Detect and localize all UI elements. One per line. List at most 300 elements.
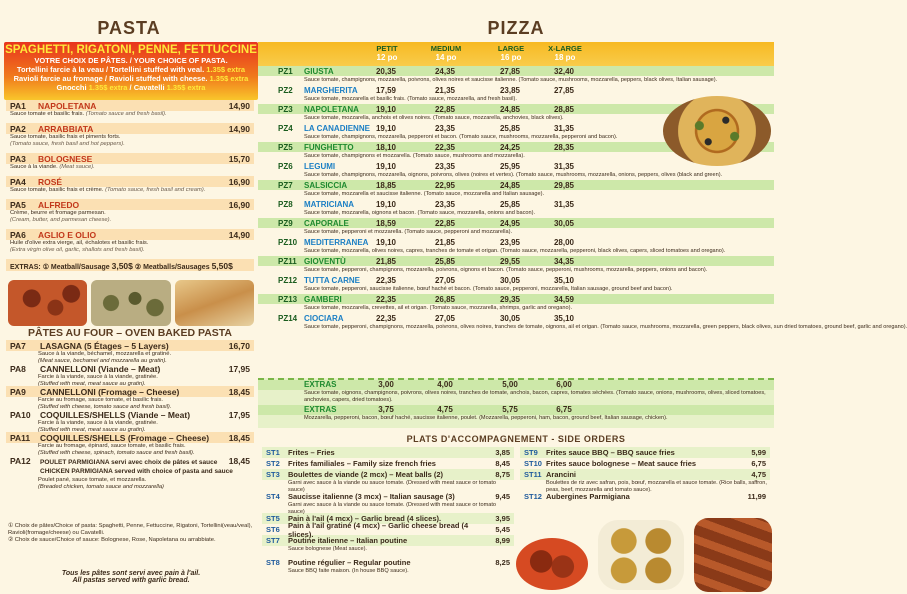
oven-code: PA9 (10, 386, 26, 397)
sides-right (520, 447, 770, 502)
pizza-price: 29,35 (499, 294, 521, 304)
side-price: 8,25 (495, 558, 510, 567)
side-code: ST2 (266, 459, 280, 468)
side-item[interactable] (520, 447, 770, 458)
pizza-price: 19,10 (375, 161, 397, 171)
sides-left (262, 447, 514, 579)
pizza-price: 25,85 (434, 256, 456, 266)
extras-row[interactable] (258, 380, 774, 390)
extras-opt1-price: 3,50$ (111, 261, 133, 271)
size-inches: 14 po (435, 53, 457, 62)
pasta-code: PA5 (10, 199, 26, 210)
oven-price: 18,45 (228, 455, 250, 466)
sausage-photo (91, 280, 170, 326)
pizza-item[interactable] (258, 180, 774, 199)
pizza-price: 27,85 (553, 85, 575, 95)
pizza-desc: Sauce tomate, pepperoni et mozzarella. (Tomato sauce, pepperoni and mozzarella). (304, 229, 513, 235)
pizza-price: 28,00 (553, 237, 575, 247)
side-name: Frites sauce bolognese – Meat sauce fries (546, 459, 697, 468)
pizza-price: 31,35 (553, 199, 575, 209)
pizza-name: TUTTA CARNE (304, 275, 360, 285)
pizza-title: PIZZA (487, 18, 545, 38)
tortellini-text: Tortellini farcie à la veau / Tortellini stuffed with veal. (16, 65, 205, 74)
pizza-code: PZ1 (278, 66, 293, 76)
extras-price: 5,75 (502, 405, 518, 414)
oven-price: 18,45 (228, 386, 250, 397)
pizza-code: PZ5 (278, 142, 293, 152)
pasta-code: PA1 (10, 100, 26, 111)
pizza-code: PZ12 (278, 275, 298, 285)
pizza-price: 22,35 (434, 142, 456, 152)
extras-price: 5,00 (502, 380, 518, 389)
pasta-extras (6, 259, 254, 271)
pizza-price: 27,85 (499, 66, 521, 76)
oven-item[interactable] (6, 409, 254, 432)
oven-code: PA12 (10, 455, 31, 466)
oven-name: POULET PARMIGIANA servi avec choix de pâtes et sauce (40, 458, 218, 466)
pasta-code: PA4 (10, 176, 26, 187)
oven-item[interactable] (6, 363, 254, 386)
cavatelli-extra: 1.35$ extra (166, 83, 206, 92)
extras-opt2: ② Meatballs/Sausages (134, 264, 210, 271)
pizza-code: PZ9 (278, 218, 293, 228)
pasta-price: 14,90 (228, 229, 250, 240)
pasta-item[interactable] (6, 100, 254, 123)
side-name: Frites familiales – Family size french fries (288, 459, 436, 468)
pasta-item[interactable] (6, 123, 254, 153)
ravioli-extra: 1.35$ extra (209, 74, 249, 83)
pizza-section (258, 0, 907, 594)
side-code: ST1 (266, 448, 280, 457)
side-price: 3,85 (495, 448, 510, 457)
pasta-section (0, 0, 258, 594)
oven-price: 17,95 (228, 409, 250, 420)
arancini-photo (598, 520, 684, 590)
pasta-desc-en: (Tomato sauce and fresh basil). (85, 111, 167, 117)
pizza-price: 34,35 (553, 256, 575, 266)
extras-price: 6,00 (556, 380, 572, 389)
pizza-price: 22,95 (434, 180, 456, 190)
pasta-closing (8, 570, 254, 584)
pizza-item[interactable] (258, 256, 774, 275)
pasta-item[interactable] (6, 229, 254, 259)
extras-price: 3,00 (378, 380, 394, 389)
pizza-name: CIOCIARA (304, 313, 344, 323)
side-name: Aubergines Parmigiana (546, 492, 630, 501)
side-code: ST7 (266, 536, 280, 545)
side-item[interactable] (262, 458, 514, 469)
oven-desc-en: (Breaded chicken, tomato sauce and mozzarella) (38, 484, 164, 490)
size-inches: 16 po (500, 53, 522, 62)
pasta-choice-banner (4, 42, 258, 100)
side-name: Saucisse italienne (3 mcx) – Italian sausage (3) (288, 492, 455, 501)
side-name: Poutine italienne – Italian poutine (288, 536, 408, 545)
pasta-item[interactable] (6, 176, 254, 199)
meatballs-photo (516, 538, 588, 590)
pizza-name: LA CANADIENNE (304, 123, 370, 133)
extras-row[interactable] (258, 405, 774, 415)
side-name: Pain à l'ail gratiné (4 mcx) – Garlic cheese bread (4 slices). (288, 520, 469, 539)
side-name: Frites sauce BBQ – BBQ sauce fries (546, 448, 675, 457)
side-item[interactable] (520, 491, 770, 502)
oven-baked-list (6, 340, 254, 497)
pasta-code: PA3 (10, 153, 26, 164)
pasta-price: 15,70 (228, 153, 250, 164)
pizza-item[interactable] (258, 237, 774, 256)
pasta-desc: Sauce tomate, basilic frais et crème. (10, 187, 104, 193)
oven-desc-en: (Stuffed with cheese, tomato sauce and fresh basil). (38, 404, 172, 410)
pizza-photo (663, 96, 771, 166)
pizza-item[interactable] (258, 218, 774, 237)
extras-price: 3,75 (378, 405, 394, 414)
size-col (540, 44, 590, 62)
pizza-price: 19,10 (375, 237, 397, 247)
side-name: Frites – Fries (288, 448, 335, 457)
pizza-price: 30,05 (499, 275, 521, 285)
oven-desc: Farcie à la viande, sauce à la viande, gratinée. (38, 374, 158, 380)
pizza-price: 18,85 (375, 180, 397, 190)
tortellini-extra: 1.35$ extra (206, 65, 246, 74)
closing-fr: Tous les pâtes sont servi avec pain à l'ail. (61, 570, 201, 577)
side-desc: Garni avec sauce à la viande ou sauce tomate. (Dressed with meat sauce or tomato sauce) (288, 502, 497, 515)
extras-label: EXTRAS: (10, 264, 41, 271)
pizza-code: PZ3 (278, 104, 293, 114)
oven-desc: Sauce à la viande, béchamel, mozzarella et gratiné. (38, 351, 172, 357)
pasta-item[interactable] (6, 153, 254, 176)
pizza-desc: Sauce tomate, mozzarella, anchois et olives noires. (Tomato sauce, mozzarella, anchovies, black olives). (304, 115, 564, 121)
size-name: LARGE (497, 44, 525, 53)
size-col (486, 44, 536, 62)
side-item[interactable] (262, 535, 514, 557)
pizza-price: 23,95 (499, 237, 521, 247)
pasta-price: 14,90 (228, 100, 250, 111)
oven-price: 16,70 (228, 340, 250, 351)
pasta-code: PA6 (10, 229, 26, 240)
oven-item[interactable] (6, 432, 254, 455)
pizza-code: PZ2 (278, 85, 293, 95)
pizza-name: MATRICIANA (304, 199, 355, 209)
pasta-note-1: ① Choix de pâtes/Choice of pasta: Spaghetti, Penne, Fettuccine, Rigatoni, Tortellini(veau/veal), Ravioli(fromage/cheese) ou Cavatelli. (8, 523, 253, 536)
pizza-price: 22,35 (375, 275, 397, 285)
pizza-price: 34,59 (553, 294, 575, 304)
pizza-name: FUNGHETTO (304, 142, 354, 152)
side-price: 5,99 (751, 448, 766, 457)
side-desc: Sauce bolognese (Meat sauce). (288, 546, 367, 552)
side-code: ST11 (524, 470, 542, 479)
pizza-price: 31,35 (553, 123, 575, 133)
pasta-desc-en: (Cream, butter, and parmesan cheese). (10, 217, 112, 223)
pizza-price: 24,85 (499, 104, 521, 114)
size-inches: 18 po (554, 53, 576, 62)
extras-price: 6,75 (556, 405, 572, 414)
gnocchi-extra: 1.35$ extra (88, 83, 128, 92)
oven-price: 18,45 (228, 432, 250, 443)
oven-name: COQUILLES/SHELLS (Fromage – Cheese) (40, 432, 210, 443)
pizza-name: GAMBERI (304, 294, 342, 304)
side-item[interactable] (262, 447, 514, 458)
pizza-name: MARGHERITA (304, 85, 358, 95)
side-code: ST10 (524, 459, 542, 468)
pizza-price: 31,35 (553, 161, 575, 171)
pasta-name: ROSÉ (38, 176, 63, 187)
pizza-item[interactable] (258, 294, 774, 313)
sausage-photo (694, 518, 772, 592)
pizza-price: 19,10 (375, 104, 397, 114)
pasta-desc-en: (Tomato sauce, fresh basil and cream). (105, 187, 206, 193)
pizza-size-header (258, 42, 774, 66)
pizza-price: 17,59 (375, 85, 397, 95)
sides-title: PLATS D'ACCOMPAGNEMENT - SIDE ORDERS (406, 434, 626, 444)
pizza-desc: Sauce tomate, mozzarella, olives noires, capres, tranches de tomate et origan. (Tomato sauce, mozzarella, pepperoni, black olives, capers, sliced tomatoes and oregano). (304, 248, 726, 254)
pizza-item[interactable] (258, 313, 907, 332)
side-item[interactable] (262, 520, 514, 539)
pasta-desc-en: (Meat sauce). (59, 164, 95, 170)
side-price: 5,45 (495, 525, 510, 534)
pizza-name: CAPORALE (304, 218, 349, 228)
oven-item[interactable] (6, 340, 254, 363)
oven-code: PA8 (10, 363, 26, 374)
pasta-desc: Crème, beurre et fromage parmesan. (10, 210, 106, 216)
pizza-price: 25,85 (499, 123, 521, 133)
side-price: 8,75 (495, 470, 510, 479)
side-code: ST5 (266, 514, 280, 523)
pasta-desc-en: (Extra virgin olive oil, garlic, shallots and fresh basil). (10, 247, 145, 253)
gnocchi-text: Gnocchi (56, 83, 87, 92)
side-name: Pain à l'ail (4 mcx) – Garlic bread (4 slices). (288, 514, 442, 523)
pizza-price: 23,35 (434, 161, 456, 171)
extras-price: 4,00 (437, 380, 453, 389)
pizza-item[interactable] (258, 161, 774, 180)
pizza-desc: Sauce tomate, champignons, mozzarella, poivrons, olives noires et saucisse italienne. (Tomato sauce, mushrooms, mozzarella, peppers, black olives, Italian sausage). (304, 77, 718, 83)
pasta-desc: Huile d'olive extra vierge, ail, échalotes et basilic frais. (10, 240, 149, 246)
pizza-price: 23,35 (434, 199, 456, 209)
pizza-desc: Sauce tomate, mozzarella, oignons et bacon. (Tomato sauce, mozzarella, onions and bacon). (304, 210, 536, 216)
pizza-name: GIUSTA (304, 66, 334, 76)
pizza-code: PZ6 (278, 161, 293, 171)
oven-name: COQUILLES/SHELLS (Viande – Meat) (40, 409, 191, 420)
pasta-name: BOLOGNESE (38, 153, 93, 164)
pizza-price: 22,35 (375, 294, 397, 304)
pizza-price: 25,85 (499, 199, 521, 209)
extras-label: EXTRAS (304, 405, 337, 414)
cannelloni-photo (175, 280, 254, 326)
cavatelli-text: / Cavatelli (129, 83, 165, 92)
side-desc: Sauce BBQ faite maison. (In house BBQ sauce). (288, 568, 409, 574)
pizza-desc: Sauce tomate, champignons, mozzarella, pepperoni et bacon. (Tomato sauce, mushrooms, mozzarella, pepperoni and bacon). (304, 134, 618, 140)
side-code: ST6 (266, 525, 280, 534)
oven-desc: Farcie au fromage, sauce tomate, et basilic frais. (38, 397, 164, 403)
side-price: 6,75 (751, 459, 766, 468)
pizza-desc: Sauce tomate, champignons et mozzarella. (Tomato sauce, mushrooms and mozzarella). (304, 153, 525, 159)
pizza-desc: Sauce tomate, pepperoni, champignons, mozzarella, poivrons, oignons et bacon. (Tomato sauce, pepperoni, mushrooms, mozzarella, peppers, onions and bacon). (304, 267, 708, 273)
oven-baked-title: PÂTES AU FOUR – OVEN BAKED PASTA (28, 327, 232, 339)
pizza-price: 29,85 (553, 180, 575, 190)
pizza-item[interactable] (258, 66, 774, 85)
pasta-name: ARRABBIATA (38, 123, 94, 134)
side-desc: Boulettes de riz avec safran, pois, bœuf, mozzarella et sauce tomate. (Rice balls, saffron, peas, beef, mozzarella and tomato sauce). (546, 480, 767, 493)
pizza-code: PZ4 (278, 123, 293, 133)
extras-desc: Mozzarella, pepperoni, bacon, bœuf haché, saucisse italienne, poulet. (Mozzarella, pepperoni, ham, bacon, ground beef, Italian sausage, chicken). (304, 415, 668, 421)
oven-item[interactable] (6, 386, 254, 409)
pizza-price: 18,59 (375, 218, 397, 228)
side-name: Poutine régulier – Regular poutine (288, 558, 411, 567)
pizza-price: 30,05 (499, 313, 521, 323)
pizza-code: PZ13 (278, 294, 298, 304)
pasta-price: 16,90 (228, 199, 250, 210)
pizza-item[interactable] (258, 199, 774, 218)
extras-opt2-price: 5,50$ (211, 261, 233, 271)
pasta-notes (8, 523, 254, 544)
oven-desc: Farcie à la viande, sauce à la viande, gratinée. (38, 420, 158, 426)
size-name: X-LARGE (548, 44, 582, 53)
pasta-name: ALFREDO (38, 199, 80, 210)
side-item[interactable] (262, 469, 514, 491)
pizza-code: PZ11 (278, 256, 297, 266)
pizza-price: 18,10 (375, 142, 397, 152)
pizza-price: 23,85 (499, 85, 521, 95)
side-item[interactable] (520, 458, 770, 469)
oven-desc: Farcie au fromage, épinard, sauce tomate, et basilic frais. (38, 443, 186, 449)
pasta-desc: Sauce tomate et basilic frais. (10, 111, 85, 117)
pizza-name: NAPOLETANA (304, 104, 359, 114)
side-name: Boulettes de viande (2 mcx) – Meat balls (2) (288, 470, 444, 479)
side-code: ST8 (266, 558, 280, 567)
side-item[interactable] (262, 557, 514, 579)
oven-desc: Poulet pané, sauce tomate, et mozzarella. (38, 477, 147, 483)
pizza-name: LEGUMI (304, 161, 336, 171)
side-item[interactable] (262, 491, 514, 513)
pasta-desc: Sauce à la viande. (10, 164, 58, 170)
pizza-price: 20,35 (375, 66, 397, 76)
extras-price: 4,75 (437, 405, 453, 414)
pizza-code: PZ10 (278, 237, 298, 247)
size-col (421, 44, 471, 62)
pizza-price: 22,85 (434, 218, 456, 228)
pizza-price: 26,85 (434, 294, 456, 304)
side-desc: Garni avec sauce à la viande ou sauce tomate. (Dressed with meat sauce or tomato sauce) (288, 480, 497, 493)
side-code: ST4 (266, 492, 280, 501)
pizza-price: 24,35 (434, 66, 456, 76)
pasta-name: NAPOLETANA (38, 100, 97, 111)
pizza-price: 35,10 (553, 275, 575, 285)
oven-price: 17,95 (228, 363, 250, 374)
pizza-name: MEDITERRANEA (304, 237, 369, 247)
pasta-desc-en: (Tomato sauce, fresh basil and hot peppers). (10, 141, 125, 147)
extras-desc: Sauce tomate, oignons, champignons, poivrons, olives noires, tranches de tomate, anchois, bacon, capres, tomates séchées. (Tomato sauce, onions, mushrooms, olives, sliced tomatoes, anchovies, capers, dried tomatoes). (304, 390, 766, 403)
pizza-price: 29,55 (499, 256, 521, 266)
pizza-desc: Sauce tomate, mozzarella et saucisse italienne. (Tomato sauce, mozzarella and Italian sausage). (304, 191, 545, 197)
pasta-name: AGLIO E OLIO (38, 229, 97, 240)
extras-opt1: ① Meatball/Sausage (42, 264, 110, 271)
pizza-price: 22,85 (434, 104, 456, 114)
size-name: MEDIUM (430, 44, 462, 53)
sides-photos (516, 528, 774, 592)
pizza-price: 22,35 (375, 313, 397, 323)
pizza-price: 21,35 (434, 85, 456, 95)
pasta-banner-heading: SPAGHETTI, RIGATONI, PENNE, FETTUCCINE (5, 44, 257, 56)
pizza-code: PZ14 (278, 313, 298, 323)
side-code: ST12 (524, 492, 542, 501)
pizza-price: 28,35 (553, 142, 575, 152)
pizza-price: 23,35 (434, 123, 456, 133)
oven-desc-en: (Stuffed with meat, meat sauce au gratin). (38, 427, 146, 433)
oven-name: LASAGNA (5 Étages – 5 Layers) (40, 340, 169, 351)
pizza-code: PZ7 (278, 180, 293, 190)
size-name: PETIT (376, 44, 398, 53)
pizza-price: 25,95 (499, 161, 521, 171)
side-price: 8,45 (495, 459, 510, 468)
pizza-desc: Sauce tomate, mozzarella et basilic frais. (Tomato sauce, mozzarella, and fresh basil). (304, 96, 517, 102)
oven-item[interactable] (6, 455, 254, 497)
pizza-price: 21,85 (434, 237, 456, 247)
pasta-list (6, 100, 254, 271)
pizza-price: 35,10 (553, 313, 575, 323)
oven-code: PA11 (10, 432, 31, 443)
pizza-desc: Sauce tomate, champignons, mozzarella, oignons, poivrons, olives (noires et vertes). (Tomato sauce, mushrooms, mozzarella, onions, peppers, olives (black and green). (304, 172, 723, 178)
pizza-name: GIOVENTÙ (304, 256, 346, 266)
side-item[interactable] (520, 469, 770, 491)
pasta-price: 16,90 (228, 176, 250, 187)
pizza-price: 28,85 (553, 104, 575, 114)
closing-en: All pastas served with garlic bread. (72, 577, 190, 584)
pasta-banner-choice: VOTRE CHOIX DE PÂTES. / YOUR CHOICE OF PASTA. (34, 56, 228, 65)
pasta-title: PASTA (97, 18, 161, 38)
oven-name: CANNELLONI (Viande – Meat) (40, 363, 161, 374)
oven-name: CANNELLONI (Fromage – Cheese) (40, 386, 180, 397)
pizza-item[interactable] (258, 275, 774, 294)
side-code: ST9 (524, 448, 538, 457)
pizza-price: 24,95 (499, 218, 521, 228)
pasta-price: 14,90 (228, 123, 250, 134)
oven-desc-en: (Meat sauce, bechamel and mozzarella au gratin). (38, 358, 167, 364)
oven-name-en: CHICKEN PARMIGIANA served with choice of pasta and sauce (40, 468, 233, 475)
pizza-price: 19,10 (375, 199, 397, 209)
pizza-price: 32,40 (553, 66, 575, 76)
pasta-item[interactable] (6, 199, 254, 229)
extras-label: EXTRAS (304, 380, 337, 389)
pizza-code: PZ8 (278, 199, 293, 209)
meatball-photo (8, 280, 87, 326)
side-price: 11,99 (747, 492, 766, 501)
pizza-desc: Sauce tomate, pepperoni, champignons, mozzarella, poivrons, olives noires, tranches de tomate, oignons, ail et origan. (Tomato sauce, mushrooms, mozzarella, green peppers, black olives, sun dried tomatoes, ground beef, garlic and oregano). (304, 324, 907, 330)
pizza-price: 30,05 (553, 218, 575, 228)
pasta-code: PA2 (10, 123, 26, 134)
side-price: 3,95 (495, 514, 510, 523)
oven-desc-en: (Stuffed with cheese, spinach, tomato sauce and fresh basil). (38, 450, 195, 456)
pizza-price: 27,05 (434, 313, 456, 323)
pizza-price: 27,05 (434, 275, 456, 285)
ravioli-text: Ravioli farcie au fromage / Ravioli stuffed with cheese. (13, 74, 208, 83)
side-code: ST3 (266, 470, 280, 479)
pizza-desc: Sauce tomate, pepperoni, saucisse italienne, bœuf haché et bacon. (Tomato sauce, pepperoni, mozzarella, Italian sausage, ground beef and bacon). (304, 286, 673, 292)
size-col (362, 44, 412, 62)
side-price: 8,99 (495, 536, 510, 545)
side-name: Arancini (546, 470, 577, 479)
size-inches: 12 po (376, 53, 398, 62)
oven-code: PA7 (10, 340, 26, 351)
side-price: 9,45 (495, 492, 510, 501)
pasta-note-2: ② Choix de sauce/Choice of sauce: Bolognese, Rose, Napoletana ou arrabbiate. (8, 537, 216, 543)
pizza-price: 19,10 (375, 123, 397, 133)
pizza-desc: Sauce tomate, mozzarella, crevettes, ail et origan. (Tomato sauce, mozzarella, shrimps, garlic and oregano). (304, 305, 572, 311)
oven-code: PA10 (10, 409, 31, 420)
pizza-name: SALSICCIA (304, 180, 348, 190)
pizza-price: 24,25 (499, 142, 521, 152)
pizza-extras (258, 378, 774, 428)
pizza-price: 24,85 (499, 180, 521, 190)
pasta-photos (8, 280, 254, 326)
side-price: 4,75 (751, 470, 766, 479)
